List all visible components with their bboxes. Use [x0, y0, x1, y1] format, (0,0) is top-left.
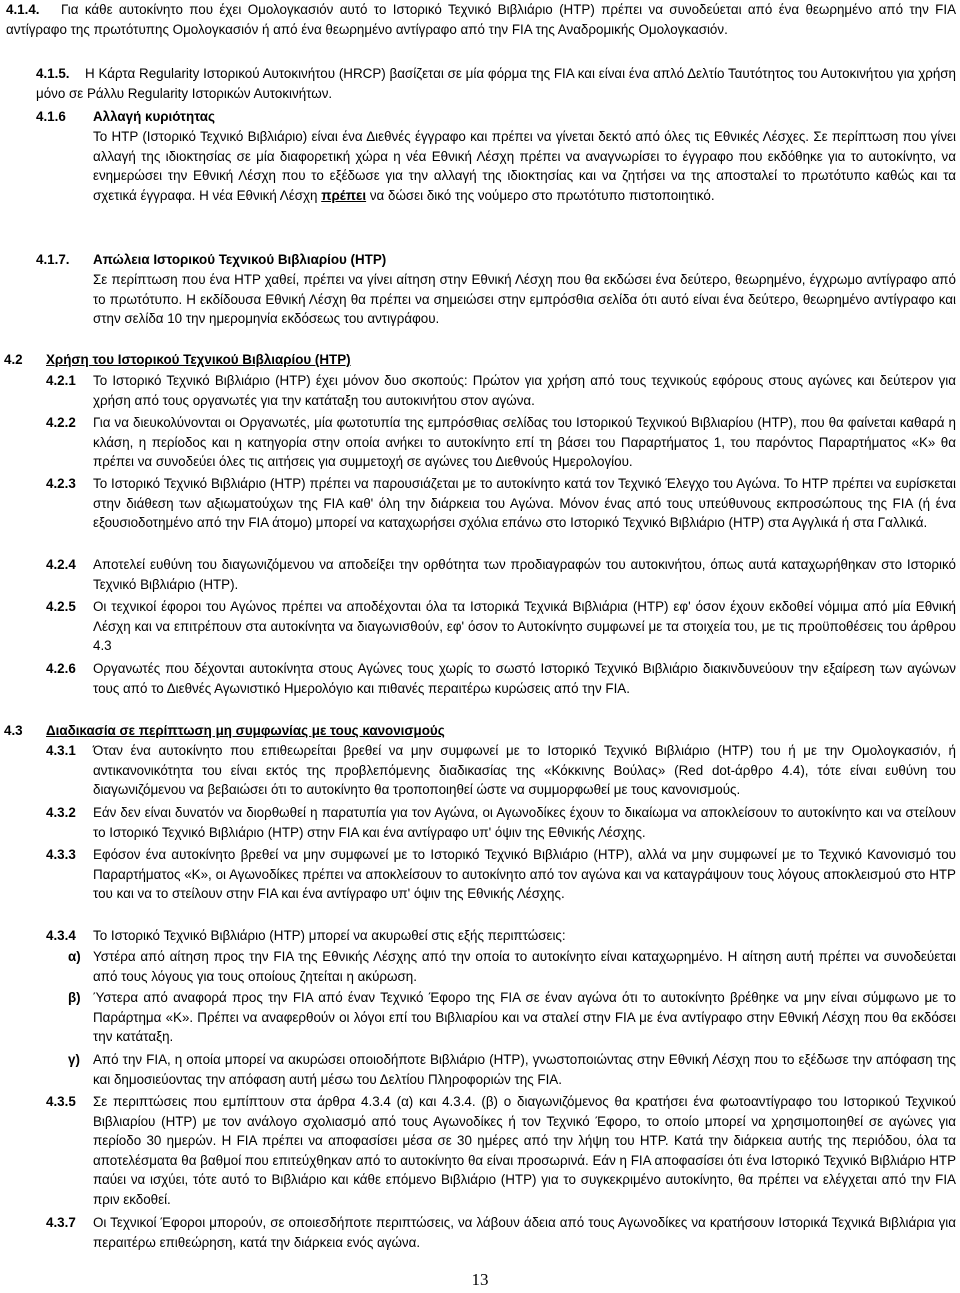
page-number: 13	[471, 1270, 489, 1289]
list-marker: β)	[68, 990, 81, 1005]
clause-text: Όταν ένα αυτοκίνητο που επιθεωρείται βρεθεί να μην συμφωνεί με το Ιστορικό Τεχνικό Βιβλιάριο (HTP) του ή με την Ομολογκασιόν, ή αντικανονικότητα του είναι εκτός της προβλεπόμενης διαδικασίας της «Κόκκινης Βούλας» (Red dot-άρθρο 4.4), τότε είναι ευθύνη του διαγωνιζόμενου να βεβαιώσει ότι το αυτοκίνητο θα τροποποιηθεί ώστε να συμμορφωθεί με τους κανονισμούς.	[93, 743, 956, 798]
clause-title: Αλλαγή κυριότητας	[93, 109, 216, 124]
section-title: Διαδικασία σε περίπτωση μη συμφωνίας με τους κανονισμούς	[46, 723, 445, 738]
clause-number: 4.2.6	[46, 661, 76, 676]
clause-number: 4.3.4	[46, 928, 76, 943]
clause-number: 4.3.5	[46, 1094, 76, 1109]
clause-text: Η Κάρτα Regularity Ιστορικού Αυτοκινήτου (HRCP) βασίζεται σε μία φόρμα της FIA και είναι ένα απλό Δελτίο Ταυτότητος του Αυτοκινήτου για χρήση μόνο σε Ράλλυ Regularity Ιστορικών Αυτοκινήτων.	[36, 66, 956, 101]
clause-text: Σε περιπτώσεις που εμπίπτουν στα άρθρα 4.3.4 (α) και 4.3.4. (β) ο διαγωνιζόμενος θα κρατήσει ένα φωτοαντίγραφο του Ιστορικού Τεχνικού Βιβλιαρίου (HTP) με τον ανάλογο σχολιασμό από τους Αγωνοδίκες ή τον Τεχνικό Έφορο, το οποίο μπορεί να χρησιμοποιηθεί σε αγώνες για περίοδο 30 ημερών. Η FIA πρέπει να αποφασίσει μέσα σε 30 ημέρες από την λήψη του HTP. Κατά την διάρκεια αυτής της περιόδου, όλα τα αποτελέσματα θα βαθμοί που επιτεύχθηκαν από το αυτοκίνητο θα είναι προσωρινά. Εάν η FIA αποφασίσει ότι ένα Ιστορικό Τεχνικό Βιβλιάριο HTP παύει να ισχύει, τότε αυτό το Βιβλιάριο και κάθε επόμενο Βιβλιάριο (HTP) για το συγκεκριμένο αυτοκίνητο, θα πρέπει να ελέγχεται από την FIA πριν εκδοθεί.	[93, 1094, 956, 1207]
clause-number: 4.1.4.	[6, 2, 40, 17]
clause-text: Το Ιστορικό Τεχνικό Βιβλιάριο (HTP) πρέπει να παρουσιάζεται με το αυτοκίνητο κατά τον Τεχνικό Έλεγχο του Αγώνα. Το HTP πρέπει να ευρίσκεται στην διάθεση των αξιωματούχων της FIA καθ' όλη την διάρκεια του Αγώνα. Μόνον ένας από τους υπεύθυνους εκπροσώπους της FIA (ή ένα εξουσιοδοτημένο από την FIA άτομο) μπορεί να καταχωρήσει σχόλια επάνω στο Ιστορικό Τεχνικό Βιβλιάριο (HTP) στα Αγγλικά ή στα Γαλλικά.	[93, 476, 956, 531]
list-marker: α)	[68, 949, 81, 964]
clause-text: Οργανωτές που δέχονται αυτοκίνητα στους Αγώνες τους χωρίς το σωστό Ιστορικό Τεχνικό Βιβλιάριο διακινδυνεύουν την εξαίρεση των αγώνων τους από το Διεθνές Αγωνιστικό Ημερολόγιο και πιθανές περαιτέρω κυρώσεις από την FIA.	[93, 661, 956, 696]
section-number: 4.3	[4, 723, 23, 738]
clause-number: 4.2.4	[46, 557, 76, 572]
clause-text: Το Ιστορικό Τεχνικό Βιβλιάριο (HTP) μπορεί να ακυρωθεί στις εξής περιπτώσεις:	[93, 928, 566, 943]
clause-text: Για κάθε αυτοκίνητο που έχει Ομολογκασιόν αυτό το Ιστορικό Τεχνικό Βιβλιάριο (HTP) πρέπει να συνοδεύεται από ένα θεωρημένο από την FIA αντίγραφο της πρωτότυπης Ομολογκασιόν ή από ένα θεωρημένο αντίγραφο από την FIA της Αναδρομικής Ομολογκασιόν.	[6, 2, 956, 37]
clause-title: Απώλεια Ιστορικού Τεχνικού Βιβλιαρίου (HTP)	[93, 252, 387, 267]
clause-number: 4.3.2	[46, 805, 76, 820]
clause-number: 4.2.2	[46, 415, 76, 430]
clause-text: Οι Τεχνικοί Έφοροι μπορούν, σε οποιεσδήποτε περιπτώσεις, να λάβουν άδεια από τους Αγωνοδίκες να κρατήσουν Ιστορικά Τεχνικά Βιβλιάρια για περαιτέρω επιθεώρηση, κατά την διάρκεια ενός αγώνα.	[93, 1215, 956, 1250]
clause-text: Εφόσον ένα αυτοκίνητο βρεθεί να μην συμφωνεί με το Ιστορικό Τεχνικό Βιβλιάριο (HTP), αλλά να μην συμφωνεί με το Τεχνικό Κανονισμό του Παραρτήματος «Κ», οι Αγωνοδίκες πρέπει να αποκλείσουν το αυτοκίνητο από τον αγώνα και να καταγράψουν τους λόγους αποκλεισμού στο HTP του και να το στείλουν στην FIA και ένα αντίγραφο υπ' όψιν της Εθνικής Λέσχης.	[93, 847, 956, 902]
clause-number: 4.1.6	[36, 109, 66, 124]
clause-text: Σε περίπτωση που ένα HTP χαθεί, πρέπει να γίνει αίτηση στην Εθνική Λέσχη που θα εκδώσει ένα δεύτερο, θεωρημένο, έγχρωμο αντίγραφο από το πρωτότυπο. Η εκδίδουσα Εθνική Λέσχη θα πρέπει να σημειώσει στην εμπρόσθια σελίδα ότι αυτό είναι ένα δεύτερο, θεωρημένο αντίγραφο και στην σελίδα 10 την ημερομηνία εκδόσεως του αντιγράφου.	[93, 272, 956, 327]
section-number: 4.2	[4, 352, 23, 367]
clause-text: Το HTP (Ιστορικό Τεχνικό Βιβλιάριο) είναι ένα Διεθνές έγγραφο και πρέπει να γίνεται δεκτό από όλες τις Εθνικές Λέσχες. Σε περίπτωση που γίνει αλλαγή της ιδιοκτησίας σε μία διαφορετική χώρα η νέα Εθνική Λέσχη πρέπει να αναγνωρίσει το έγγραφο που εκδόθηκε για το αυτοκίνητο, να ενημερώσει την Εθνική Λέσχη που το εξέδωσε για την αλλαγή της ιδιοκτησίας και να ζητήσει να της αποσταλεί το πρωτότυπο καθώς και τα σχετικά έγγραφα. Η νέα Εθνική Λέσχη πρέπει να δώσει δικό της νούμερο στο πρωτότυπο πιστοποιητικό.	[93, 129, 956, 203]
clause-number: 4.3.3	[46, 847, 76, 862]
list-item-text: Υστέρα από αίτηση προς την FIA της Εθνικής Λέσχης από την οποία το αυτοκίνητο είναι καταχωρημένο. Η αίτηση αυτή πρέπει να συνοδεύεται από τους λόγους για τους οποίους ζητείται η ακύρωση.	[93, 949, 956, 984]
list-item-text: Από την FIA, η οποία μπορεί να ακυρώσει οποιοδήποτε Βιβλιάριο (HTP), γνωστοποιώντας στην Εθνική Λέσχη που το εξέδωσε την απόφαση της και δημοσιεύοντας την απόφαση αυτή μέσω του Δελτίου Πληροφοριών της FIA.	[93, 1052, 956, 1087]
list-marker: γ)	[68, 1052, 80, 1067]
clause-text: Εάν δεν είναι δυνατόν να διορθωθεί η παρατυπία για τον Αγώνα, οι Αγωνοδίκες έχουν το δικαίωμα να αποκλείσουν το αυτοκίνητο και να στείλουν το Ιστορικό Τεχνικό Βιβλιάριο (HTP) στην FIA και ένα αντίγραφο υπ' όψιν της Εθνικής Λέσχης.	[93, 805, 956, 840]
clause-number: 4.2.1	[46, 373, 76, 388]
clause-text: Οι τεχνικοί έφοροι του Αγώνος πρέπει να αποδέχονται όλα τα Ιστορικά Τεχνικά Βιβλιάρια (HTP) εφ' όσον έχουν εκδοθεί νόμιμα από μία Εθνική Λέσχη και να επιτρέπουν στα αυτοκίνητα να διαγωνισθούν, εφ' όσον το Αυτοκίνητο συμφωνεί με τα στοιχεία του, με τις προϋποθέσεις του άρθρου 4.3	[93, 599, 956, 654]
list-item-text: Ύστερα από αναφορά προς την FIA από έναν Τεχνικό Έφορο της FIA σε έναν αγώνα ότι το αυτοκίνητο βρέθηκε να μην είναι σύμφωνο με το Παράρτημα «Κ». Πρέπει να αναφερθούν οι λόγοι επί του Βιβλιαρίου και να σταλεί στην FIA με ένα αντίγραφο στην Εθνική Λέσχη που θα εκδόσει την κατάταξη.	[93, 990, 956, 1045]
clause-number: 4.3.7	[46, 1215, 76, 1230]
clause-text: Για να διευκολύνονται οι Οργανωτές, μία φωτοτυπία της εμπρόσθιας σελίδας του Ιστορικού Τεχνικού Βιβλιαρίου (HTP), που θα φαίνεται καθαρά η κλάση, η περίοδος και η κατηγορία στην οποία ανήκει το αυτοκίνητο επί τη βάσει του Παραρτήματος 1, του παρόντος Παραρτήματος «Κ» θα πρέπει να συνοδεύει όλες τις αιτήσεις για συμμετοχή σε αγώνες του Διεθνούς Ημερολογίου.	[93, 415, 956, 470]
clause-text: Αποτελεί ευθύνη του διαγωνιζόμενου να αποδείξει την ορθότητα των προδιαγραφών του αυτοκινήτου, όπως αυτά καταχωρήθηκαν στο Ιστορικό Τεχνικό Βιβλιάριο (HTP).	[93, 557, 956, 592]
clause-number: 4.2.3	[46, 476, 76, 491]
clause-number: 4.2.5	[46, 599, 76, 614]
section-title: Χρήση του Ιστορικού Τεχνικού Βιβλιαρίου (HTP)	[46, 352, 351, 367]
clause-number: 4.1.5.	[36, 66, 70, 81]
emphasis-text: πρέπει	[321, 187, 367, 203]
clause-text: Το Ιστορικό Τεχνικό Βιβλιάριο (HTP) έχει μόνον δυο σκοπούς: Πρώτον για χρήση από τους τεχνικούς εφόρους στους αγώνες και δεύτερον για χρήση από τους οργανωτές για την κατάταξη του αυτοκινήτου στον αγώνα.	[93, 373, 956, 408]
clause-number: 4.3.1	[46, 743, 76, 758]
clause-number: 4.1.7.	[36, 252, 70, 267]
